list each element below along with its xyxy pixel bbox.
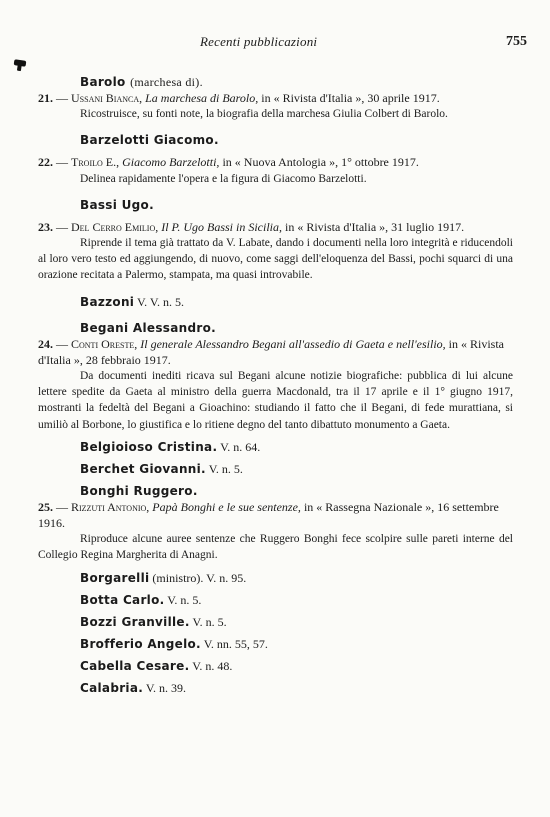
entry-summary: Riprende il tema già trattato da V. Labate, dando i documenti nella loro integrità e riducendoli al loro vero testo ed aggiungendo, di nuovo, come saggi dell'eloquenza del Bassi, pochi squarci di una orazione recitata a Palermo, stampata, ma quasi introvabile. [38, 237, 513, 282]
cross-reference: Borgarelli (ministro). V. n. 95. [80, 570, 247, 585]
cross-reference: Botta Carlo. V. n. 5. [80, 592, 202, 607]
bibliography-entry: 22. — Troilo E., Giacomo Barzelotti, in « Nuova Antologia », 1° ottobre 1917. [38, 155, 419, 170]
subject-heading: Bassi Ugo. [80, 197, 154, 212]
cross-reference: Calabria. V. n. 39. [80, 680, 187, 695]
running-header [0, 34, 550, 52]
entry-summary: Ricostruisce, su fonti note, la biografia della marchesa Giulia Colbert di Barolo. [80, 108, 448, 121]
bibliography-entry: 25. — Rizzuti Antonio, Papà Bonghi e le sue sentenze, in « Rassegna Nazionale », 16 settembre 1916. [38, 499, 499, 531]
subject-heading: Begani Alessandro. [80, 320, 216, 335]
cross-reference: Bazzoni V. V. n. 5. [80, 294, 185, 309]
subject-heading: Bonghi Ruggero. [80, 483, 198, 498]
subject-heading: Barzelotti Giacomo. [80, 133, 219, 148]
subject-heading: Barolo (marchesa di). [80, 75, 203, 89]
bibliography-entry: 24. — Conti Oreste, Il generale Alessandro Begani all'assedio di Gaeta e nell'esilio, in « Rivista d'Italia », 28 febbraio 1917. [38, 336, 504, 367]
entry-summary: Da documenti inediti ricava sul Begani alcune notizie biografiche: pubblica di lui alcune lettere spedite da Gaeta al ministro della guerra Macdonald, tra il 17 aprile e il 1° giugno 1917, mostranti la fedeltà del Begani a Gioachino: studiando il fatto che il Begani, di fede murattiana, si umiliò al Borbone, lo giustifica e lo ritiene degno del tanto dibattuto monumento a Gaeta. [38, 370, 513, 431]
entry-summary: Riproduce alcune auree sentenze che Ruggero Bonghi fece scolpire sulle pareti interne del Collegio Regina Margherita di Anagni. [38, 533, 513, 562]
cross-reference: Berchet Giovanni. V. n. 5. [80, 461, 243, 476]
bibliography-list [38, 74, 513, 696]
cross-reference: Belgioioso Cristina. V. n. 64. [80, 439, 261, 454]
ink-mark [14, 59, 27, 67]
page-number: 755 [506, 34, 527, 49]
cross-reference: Cabella Cesare. V. n. 48. [80, 658, 233, 673]
entry-summary: Delinea rapidamente l'opera e la figura di Giacomo Barzelotti. [80, 172, 367, 185]
cross-reference: Brofferio Angelo. V. nn. 55, 57. [80, 636, 268, 651]
bibliography-entry: 21. — Ussani Bianca, La marchesa di Barolo, in « Rivista d'Italia », 30 aprile 1917. [38, 91, 440, 105]
cross-reference: Bozzi Granville. V. n. 5. [80, 614, 227, 629]
bibliography-entry: 23. — Del Cerro Emilio, Il P. Ugo Bassi in Sicilia, in « Rivista d'Italia », 31 luglio 1917. [38, 219, 465, 234]
running-title: Recenti pubblicazioni [200, 34, 318, 49]
